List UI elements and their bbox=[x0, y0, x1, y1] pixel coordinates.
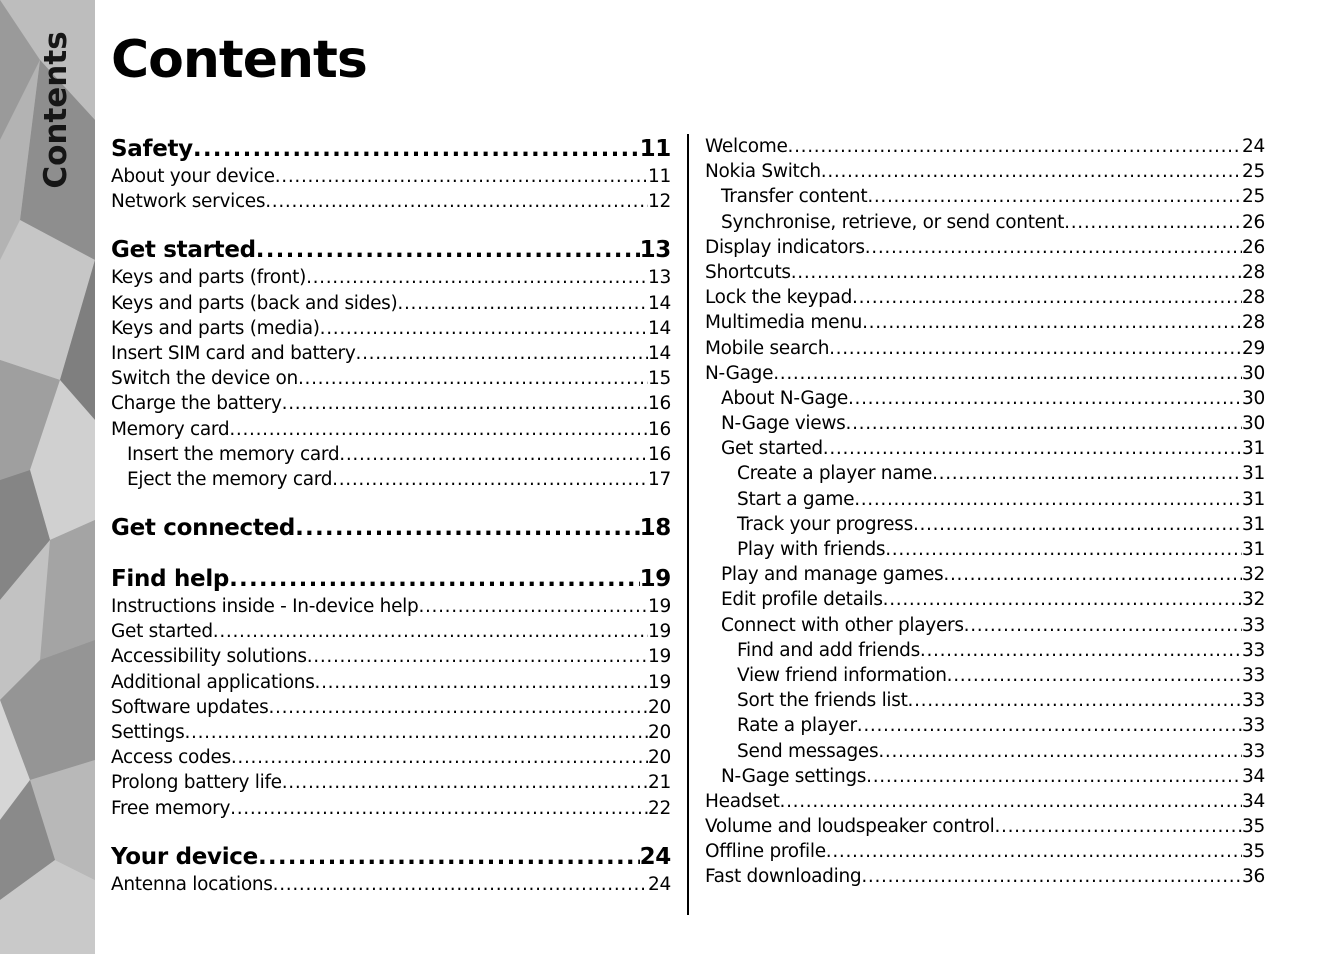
toc-page-number: 33 bbox=[1242, 715, 1265, 737]
toc-entry[interactable] bbox=[705, 512, 1265, 537]
toc-entry-title: Fast downloading bbox=[705, 866, 862, 888]
toc-page-number: 19 bbox=[648, 671, 671, 693]
toc-page-number: 12 bbox=[648, 191, 671, 213]
toc-entry-title: Free memory bbox=[111, 797, 231, 819]
toc-entry-title: Insert SIM card and battery bbox=[111, 342, 356, 364]
toc-entry-title: Software updates bbox=[111, 696, 269, 718]
toc-page-number: 20 bbox=[648, 722, 671, 743]
dot-leader bbox=[947, 663, 1242, 688]
toc-entry-title: Nokia Switch bbox=[705, 161, 821, 183]
dot-leader bbox=[943, 562, 1242, 587]
toc-page-number: 14 bbox=[648, 342, 671, 364]
dot-leader bbox=[994, 814, 1242, 839]
sidebar-contents-label: Contents bbox=[38, 31, 74, 189]
dot-leader bbox=[852, 285, 1242, 310]
toc-entry-title: Accessibility solutions bbox=[111, 646, 307, 668]
toc-entry-title: Create a player name bbox=[737, 463, 933, 485]
dot-leader bbox=[275, 164, 648, 189]
dot-leader bbox=[908, 688, 1243, 713]
toc-entry-title: N-Gage settings bbox=[721, 765, 867, 787]
toc-entry[interactable] bbox=[111, 594, 671, 619]
toc-entry-title: Mobile search bbox=[705, 337, 830, 359]
toc-page-number: 29 bbox=[1242, 337, 1265, 359]
toc-page-number: 33 bbox=[1242, 614, 1265, 636]
toc-entry[interactable] bbox=[705, 587, 1265, 612]
toc-entry-title: Play and manage games bbox=[721, 564, 944, 586]
toc-entry-title: Volume and loudspeaker control bbox=[705, 816, 995, 838]
toc-page-number: 35 bbox=[1242, 841, 1265, 863]
dot-leader bbox=[339, 442, 648, 467]
toc-page-number: 31 bbox=[1242, 438, 1265, 460]
toc-page-number: 25 bbox=[1242, 161, 1265, 183]
toc-page-number: 26 bbox=[1242, 236, 1265, 258]
dot-leader bbox=[213, 619, 648, 644]
toc-entry-title: Find and add friends bbox=[737, 639, 920, 661]
dot-leader bbox=[256, 235, 640, 265]
dot-leader bbox=[356, 341, 649, 366]
toc-entry[interactable] bbox=[111, 467, 671, 492]
toc-page-number: 13 bbox=[639, 237, 671, 264]
toc-entry-title: Start a game bbox=[737, 488, 855, 510]
section-spacer bbox=[111, 543, 671, 564]
toc-page-number: 34 bbox=[1242, 765, 1265, 787]
toc-entry[interactable] bbox=[705, 688, 1265, 713]
dot-leader bbox=[854, 487, 1242, 512]
toc-entry[interactable] bbox=[111, 872, 671, 897]
toc-entry-title: Prolong battery life bbox=[111, 772, 282, 794]
toc-page-number: 16 bbox=[648, 443, 671, 465]
dot-leader bbox=[865, 235, 1242, 260]
toc-entry-title: Welcome bbox=[705, 136, 788, 157]
toc-page-number: 25 bbox=[1242, 186, 1265, 208]
dot-leader bbox=[862, 310, 1242, 335]
toc-entry-title: Find help bbox=[111, 566, 230, 593]
toc-entry-title: About your device bbox=[111, 166, 275, 187]
toc-page-number: 31 bbox=[1242, 463, 1265, 485]
toc-page-number: 31 bbox=[1242, 539, 1265, 560]
toc-entry[interactable] bbox=[111, 670, 671, 695]
toc-entry-title: Instructions inside - In-device help bbox=[111, 596, 419, 618]
dot-leader bbox=[295, 513, 640, 543]
toc-entry-title: Network services bbox=[111, 191, 266, 213]
toc-page-number: 32 bbox=[1242, 589, 1265, 611]
toc-entry[interactable] bbox=[705, 839, 1265, 864]
toc-entry-title: Headset bbox=[705, 790, 780, 812]
toc-entry-title: Offline profile bbox=[705, 841, 826, 863]
toc-entry-title: N-Gage bbox=[705, 362, 774, 384]
toc-page-number: 33 bbox=[1242, 664, 1265, 686]
dot-leader bbox=[307, 644, 648, 669]
toc-entry-title: Eject the memory card bbox=[127, 468, 333, 490]
dot-leader bbox=[866, 764, 1242, 789]
toc-page-number: 24 bbox=[1242, 136, 1265, 157]
toc-page-number: 11 bbox=[639, 136, 671, 162]
toc-entry-title: Charge the battery bbox=[111, 393, 282, 415]
toc-entry-title: Memory card bbox=[111, 418, 230, 440]
dot-leader bbox=[883, 587, 1242, 612]
toc-entry[interactable] bbox=[705, 739, 1265, 764]
toc-entry[interactable] bbox=[111, 189, 671, 214]
toc-entry[interactable] bbox=[111, 796, 671, 821]
dot-leader bbox=[829, 336, 1242, 361]
dot-leader bbox=[821, 159, 1242, 184]
toc-entry[interactable] bbox=[705, 562, 1265, 587]
toc-entry[interactable] bbox=[111, 695, 671, 720]
toc-page-number: 26 bbox=[1242, 211, 1265, 233]
toc-entry[interactable] bbox=[705, 789, 1265, 814]
toc-page-number: 20 bbox=[648, 747, 671, 769]
toc-entry-title: Get started bbox=[111, 621, 213, 643]
column-divider bbox=[687, 134, 689, 915]
toc-entry-title: Keys and parts (media) bbox=[111, 317, 320, 339]
toc-entry-title: Keys and parts (front) bbox=[111, 267, 307, 289]
toc-page-number: 28 bbox=[1242, 312, 1265, 334]
dot-leader bbox=[298, 366, 648, 391]
toc-section-heading[interactable] bbox=[111, 842, 671, 872]
toc-entry-title: Track your progress bbox=[737, 513, 913, 535]
toc-entry[interactable] bbox=[705, 411, 1265, 436]
toc-entry[interactable] bbox=[705, 285, 1265, 310]
dot-leader bbox=[964, 613, 1242, 638]
toc-left-column bbox=[111, 134, 671, 897]
toc-section-heading[interactable] bbox=[111, 235, 671, 265]
dot-leader bbox=[332, 467, 648, 492]
section-spacer bbox=[111, 821, 671, 842]
toc-entry-title: Get started bbox=[721, 438, 823, 460]
toc-page-number: 31 bbox=[1242, 488, 1265, 510]
toc-section-heading[interactable] bbox=[111, 134, 671, 164]
toc-entry-title: Get started bbox=[111, 237, 256, 264]
dot-leader bbox=[282, 770, 648, 795]
toc-page-number: 20 bbox=[648, 696, 671, 718]
toc-page-number: 15 bbox=[648, 368, 671, 390]
toc-entry[interactable] bbox=[705, 336, 1265, 361]
toc-page-number: 19 bbox=[648, 621, 671, 643]
toc-page-number: 19 bbox=[648, 646, 671, 668]
toc-entry-title: Settings bbox=[111, 722, 185, 743]
toc-entry[interactable] bbox=[705, 814, 1265, 839]
toc-page-number: 34 bbox=[1242, 790, 1265, 812]
toc-entry[interactable] bbox=[111, 745, 671, 770]
toc-entry[interactable] bbox=[705, 864, 1265, 889]
toc-page-number: 24 bbox=[639, 843, 671, 870]
dot-leader bbox=[861, 864, 1242, 889]
dot-leader bbox=[229, 564, 640, 594]
toc-page-number: 14 bbox=[648, 292, 671, 314]
page-title: Contents bbox=[111, 30, 367, 90]
toc-entry[interactable] bbox=[705, 310, 1265, 335]
dot-leader bbox=[397, 291, 648, 316]
toc-entry[interactable] bbox=[111, 265, 671, 290]
toc-entry[interactable] bbox=[705, 713, 1265, 738]
toc-page-number: 17 bbox=[648, 468, 671, 490]
dot-leader bbox=[1064, 210, 1242, 235]
toc-section-heading[interactable] bbox=[111, 564, 671, 594]
toc-entry-title: View friend information bbox=[737, 664, 947, 686]
toc-page-number: 19 bbox=[648, 596, 671, 618]
dot-leader bbox=[791, 260, 1242, 285]
toc-entry-title: Play with friends bbox=[737, 539, 886, 560]
dot-leader bbox=[857, 713, 1242, 738]
toc-page-number: 36 bbox=[1242, 866, 1265, 888]
toc-entry[interactable] bbox=[111, 164, 671, 189]
toc-entry-title: Rate a player bbox=[737, 715, 857, 737]
toc-entry-title: Display indicators bbox=[705, 236, 865, 258]
dot-leader bbox=[885, 537, 1242, 562]
toc-entry-title: Sort the friends list bbox=[737, 690, 908, 712]
toc-page-number: 11 bbox=[648, 166, 671, 187]
section-spacer bbox=[111, 214, 671, 235]
toc-entry[interactable] bbox=[111, 417, 671, 442]
toc-page-number: 18 bbox=[639, 515, 671, 542]
dot-leader bbox=[826, 839, 1242, 864]
toc-entry[interactable] bbox=[111, 366, 671, 391]
toc-page-number: 33 bbox=[1242, 639, 1265, 661]
toc-entry[interactable] bbox=[111, 619, 671, 644]
dot-leader bbox=[268, 695, 648, 720]
toc-entry[interactable] bbox=[705, 764, 1265, 789]
toc-page-number: 35 bbox=[1242, 816, 1265, 838]
section-spacer bbox=[111, 492, 671, 513]
toc-entry-title: N-Gage views bbox=[721, 413, 846, 435]
toc-entry-title: Get connected bbox=[111, 515, 296, 542]
sidebar-strip bbox=[0, 0, 95, 954]
toc-entry-title: Safety bbox=[111, 136, 193, 162]
dot-leader bbox=[867, 184, 1242, 209]
toc-entry-title: Shortcuts bbox=[705, 261, 791, 283]
dot-leader bbox=[920, 638, 1242, 663]
toc-page-number: 24 bbox=[648, 873, 671, 895]
toc-entry[interactable] bbox=[111, 770, 671, 795]
dot-leader bbox=[315, 670, 649, 695]
dot-leader bbox=[229, 417, 648, 442]
toc-entry[interactable] bbox=[705, 134, 1265, 159]
toc-entry[interactable] bbox=[705, 386, 1265, 411]
toc-entry-title: Your device bbox=[111, 843, 258, 870]
toc-entry[interactable] bbox=[111, 442, 671, 467]
toc-entry[interactable] bbox=[705, 436, 1265, 461]
dot-leader bbox=[418, 594, 648, 619]
toc-page-number: 13 bbox=[648, 267, 671, 289]
dot-leader bbox=[913, 512, 1242, 537]
toc-section-heading[interactable] bbox=[111, 513, 671, 543]
toc-entry[interactable] bbox=[705, 638, 1265, 663]
dot-leader bbox=[788, 134, 1243, 159]
toc-entry[interactable] bbox=[705, 663, 1265, 688]
toc-entry-title: Access codes bbox=[111, 747, 231, 769]
toc-page-number: 32 bbox=[1242, 564, 1265, 586]
toc-page-number: 22 bbox=[648, 797, 671, 819]
dot-leader bbox=[780, 789, 1243, 814]
toc-page-number: 33 bbox=[1242, 740, 1265, 762]
toc-entry-title: Insert the memory card bbox=[127, 443, 340, 465]
dot-leader bbox=[823, 436, 1242, 461]
dot-leader bbox=[258, 842, 640, 872]
toc-entry[interactable] bbox=[705, 537, 1265, 562]
toc-page-number: 33 bbox=[1242, 690, 1265, 712]
toc-entry[interactable] bbox=[705, 613, 1265, 638]
toc-page-number: 19 bbox=[639, 566, 671, 593]
toc-page-number: 14 bbox=[648, 317, 671, 339]
toc-entry[interactable] bbox=[111, 720, 671, 745]
toc-page-number: 16 bbox=[648, 393, 671, 415]
toc-page-number: 31 bbox=[1242, 513, 1265, 535]
dot-leader bbox=[193, 134, 640, 164]
toc-entry-title: Edit profile details bbox=[721, 589, 883, 611]
toc-entry-title: Transfer content bbox=[721, 186, 868, 208]
dot-leader bbox=[932, 461, 1242, 486]
toc-page-number: 30 bbox=[1242, 413, 1265, 435]
dot-leader bbox=[848, 386, 1242, 411]
dot-leader bbox=[306, 265, 648, 290]
toc-entry[interactable] bbox=[705, 159, 1265, 184]
dot-leader bbox=[265, 189, 648, 214]
toc-entry[interactable] bbox=[705, 235, 1265, 260]
toc-entry[interactable] bbox=[705, 184, 1265, 209]
toc-entry[interactable] bbox=[705, 361, 1265, 386]
toc-entry-title: Switch the device on bbox=[111, 368, 298, 390]
toc-right-column bbox=[705, 134, 1265, 890]
toc-entry[interactable] bbox=[705, 260, 1265, 285]
toc-entry[interactable] bbox=[111, 391, 671, 416]
toc-entry[interactable] bbox=[705, 210, 1265, 235]
toc-page-number: 30 bbox=[1242, 387, 1265, 409]
toc-entry-title: Antenna locations bbox=[111, 873, 273, 895]
dot-leader bbox=[846, 411, 1243, 436]
toc-entry-title: Synchronise, retrieve, or send content bbox=[721, 211, 1065, 233]
toc-entry[interactable] bbox=[705, 487, 1265, 512]
dot-leader bbox=[273, 872, 648, 897]
toc-entry-title: Keys and parts (back and sides) bbox=[111, 292, 398, 314]
toc-entry[interactable] bbox=[111, 341, 671, 366]
toc-entry[interactable] bbox=[111, 644, 671, 669]
dot-leader bbox=[184, 720, 648, 745]
toc-entry[interactable] bbox=[111, 291, 671, 316]
toc-entry-title: Lock the keypad bbox=[705, 287, 853, 309]
toc-entry-title: Multimedia menu bbox=[705, 312, 863, 334]
toc-entry-title: Send messages bbox=[737, 740, 879, 762]
dot-leader bbox=[878, 739, 1242, 764]
dot-leader bbox=[231, 745, 648, 770]
dot-leader bbox=[230, 796, 648, 821]
toc-entry-title: Additional applications bbox=[111, 671, 315, 693]
toc-entry[interactable] bbox=[111, 316, 671, 341]
toc-page-number: 28 bbox=[1242, 261, 1265, 283]
dot-leader bbox=[773, 361, 1242, 386]
toc-page-number: 16 bbox=[648, 418, 671, 440]
toc-page-number: 28 bbox=[1242, 287, 1265, 309]
toc-page-number: 30 bbox=[1242, 362, 1265, 384]
toc-entry-title: Connect with other players bbox=[721, 614, 964, 636]
toc-entry[interactable] bbox=[705, 461, 1265, 486]
dot-leader bbox=[282, 391, 648, 416]
toc-entry-title: About N-Gage bbox=[721, 387, 848, 409]
toc-page-number: 21 bbox=[648, 772, 671, 794]
dot-leader bbox=[320, 316, 648, 341]
